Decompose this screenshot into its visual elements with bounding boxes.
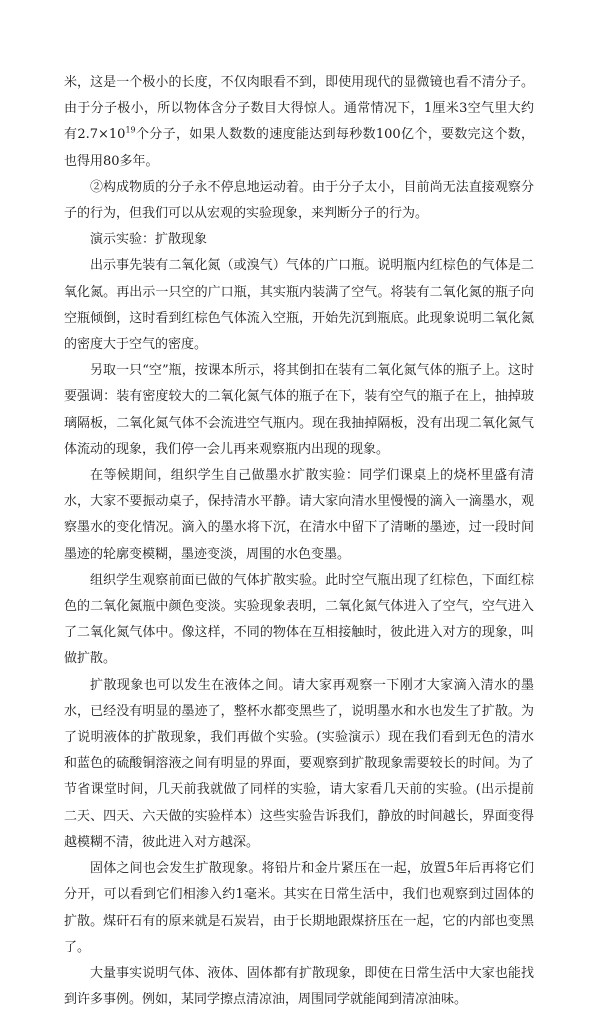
paragraph-molecule-motion: ②构成物质的分子永不停息地运动着。由于分子太小，目前尚无法直接观察分子的行为，但我们可以从宏观的实验现象，来判断分子的行为。 (64, 179, 534, 222)
paragraph-ink-experiment: 在等候期间，组织学生自己做墨水扩散实验：同学们课桌上的烧杯里盛有清水，大家不要振动桌子，保持清水平静。请大家向清水里慢慢的滴入一滴墨水，观察墨水的变化情况。滴入的墨水将下沉，在清水中留下了清晰的墨迹，过一段时间墨迹的轮廓变模糊，墨迹变淡，周围的水色变墨。 (64, 468, 534, 562)
paragraph-no2-bottle: 出示事先装有二氧化氮（或溴气）气体的广口瓶。说明瓶内红棕色的气体是二氧化氮。再出示一只空的广口瓶，其实瓶内装满了空气。将装有二氧化氮的瓶子向空瓶倾倒，这时看到红棕色气体流入空瓶，开始先沉到瓶底。此现象说明二氧化氮的密度大于空气的密度。 (64, 258, 534, 353)
paragraph-solid-diffusion: 固体之间也会发生扩散现象。将铅片和金片紧压在一起，放置5年后再将它们分开，可以看到它们相渗入约1毫米。其实在日常生活中，我们也观察到过固体的扩散。煤矸石有的原来就是石炭岩，由于长期地跟煤挤压在一起，它的内部也变黑了。 (64, 861, 534, 955)
paragraph-empty-bottle: 另取一只“空”瓶，按课本所示，将其倒扣在装有二氧化氮气体的瓶子上。这时要强调：装有密度较大的二氧化氮气体的瓶子在下，装有空气的瓶子在上，抽掉玻璃隔板，二氧化氮气体不会流进空气瓶内。现在我抽掉隔板，没有出现二氧化氮气体流动的现象，我们停一会儿再来观察瓶内出现的现象。 (64, 363, 534, 457)
paragraph-liquid-diffusion: 扩散现象也可以发生在液体之间。请大家再观察一下刚才大家滴入清水的墨水，已经没有明显的墨迹了，整杯水都变黑些了，说明墨水和水也发生了扩散。为了说明液体的扩散现象，我们再做个实验。(实验演示）现在我们看到无色的清水和蓝色的硫酸铜溶液之间有明显的界面，要观察到扩散现象需要较长的时间。为了节省课堂时间，几天前我就做了同样的实验，请大家看几天前的实验。(出示提前二天、四天、六天做的实验样本）这些实验告诉我们，静放的时间越长，界面变得越模糊不清，彼此进入对方越深。 (64, 677, 534, 850)
paragraph-gas-diffusion: 组织学生观察前面已做的气体扩散实验。此时空气瓶出现了红棕色，下面红棕色的二氧化氮瓶中颜色变淡。实验现象表明，二氧化氮气体进入了空气，空气进入了二氧化氮气体中。像这样，不同的物体在互相接触时，彼此进入对方的现象，叫做扩散。 (64, 572, 534, 667)
exponent: 19 (125, 126, 136, 136)
paragraph-text: 米，这是一个极小的长度，不仅肉眼看不到，即使用现代的显微镜也看不清分子。由于分子极小，所以物体含分子数目大得惊人。通常情况下，1厘米3空气里大约有2.7×10 (64, 75, 534, 143)
document-body (64, 70, 534, 1013)
paragraph-molecule-size (64, 70, 534, 175)
paragraph-conclusion: 大量事实说明气体、液体、固体都有扩散现象，即使在日常生活中大家也能找到许多事例。例如，某同学擦点清凉油，周围同学就能闻到清凉油味。 (64, 965, 534, 1008)
paragraph-text: 个分子，如果人数数的速度能达到每秒数100亿个，要数完这个数，也得用80多年。 (64, 127, 534, 169)
demo-heading: 演示实验：扩散现象 (90, 232, 208, 248)
